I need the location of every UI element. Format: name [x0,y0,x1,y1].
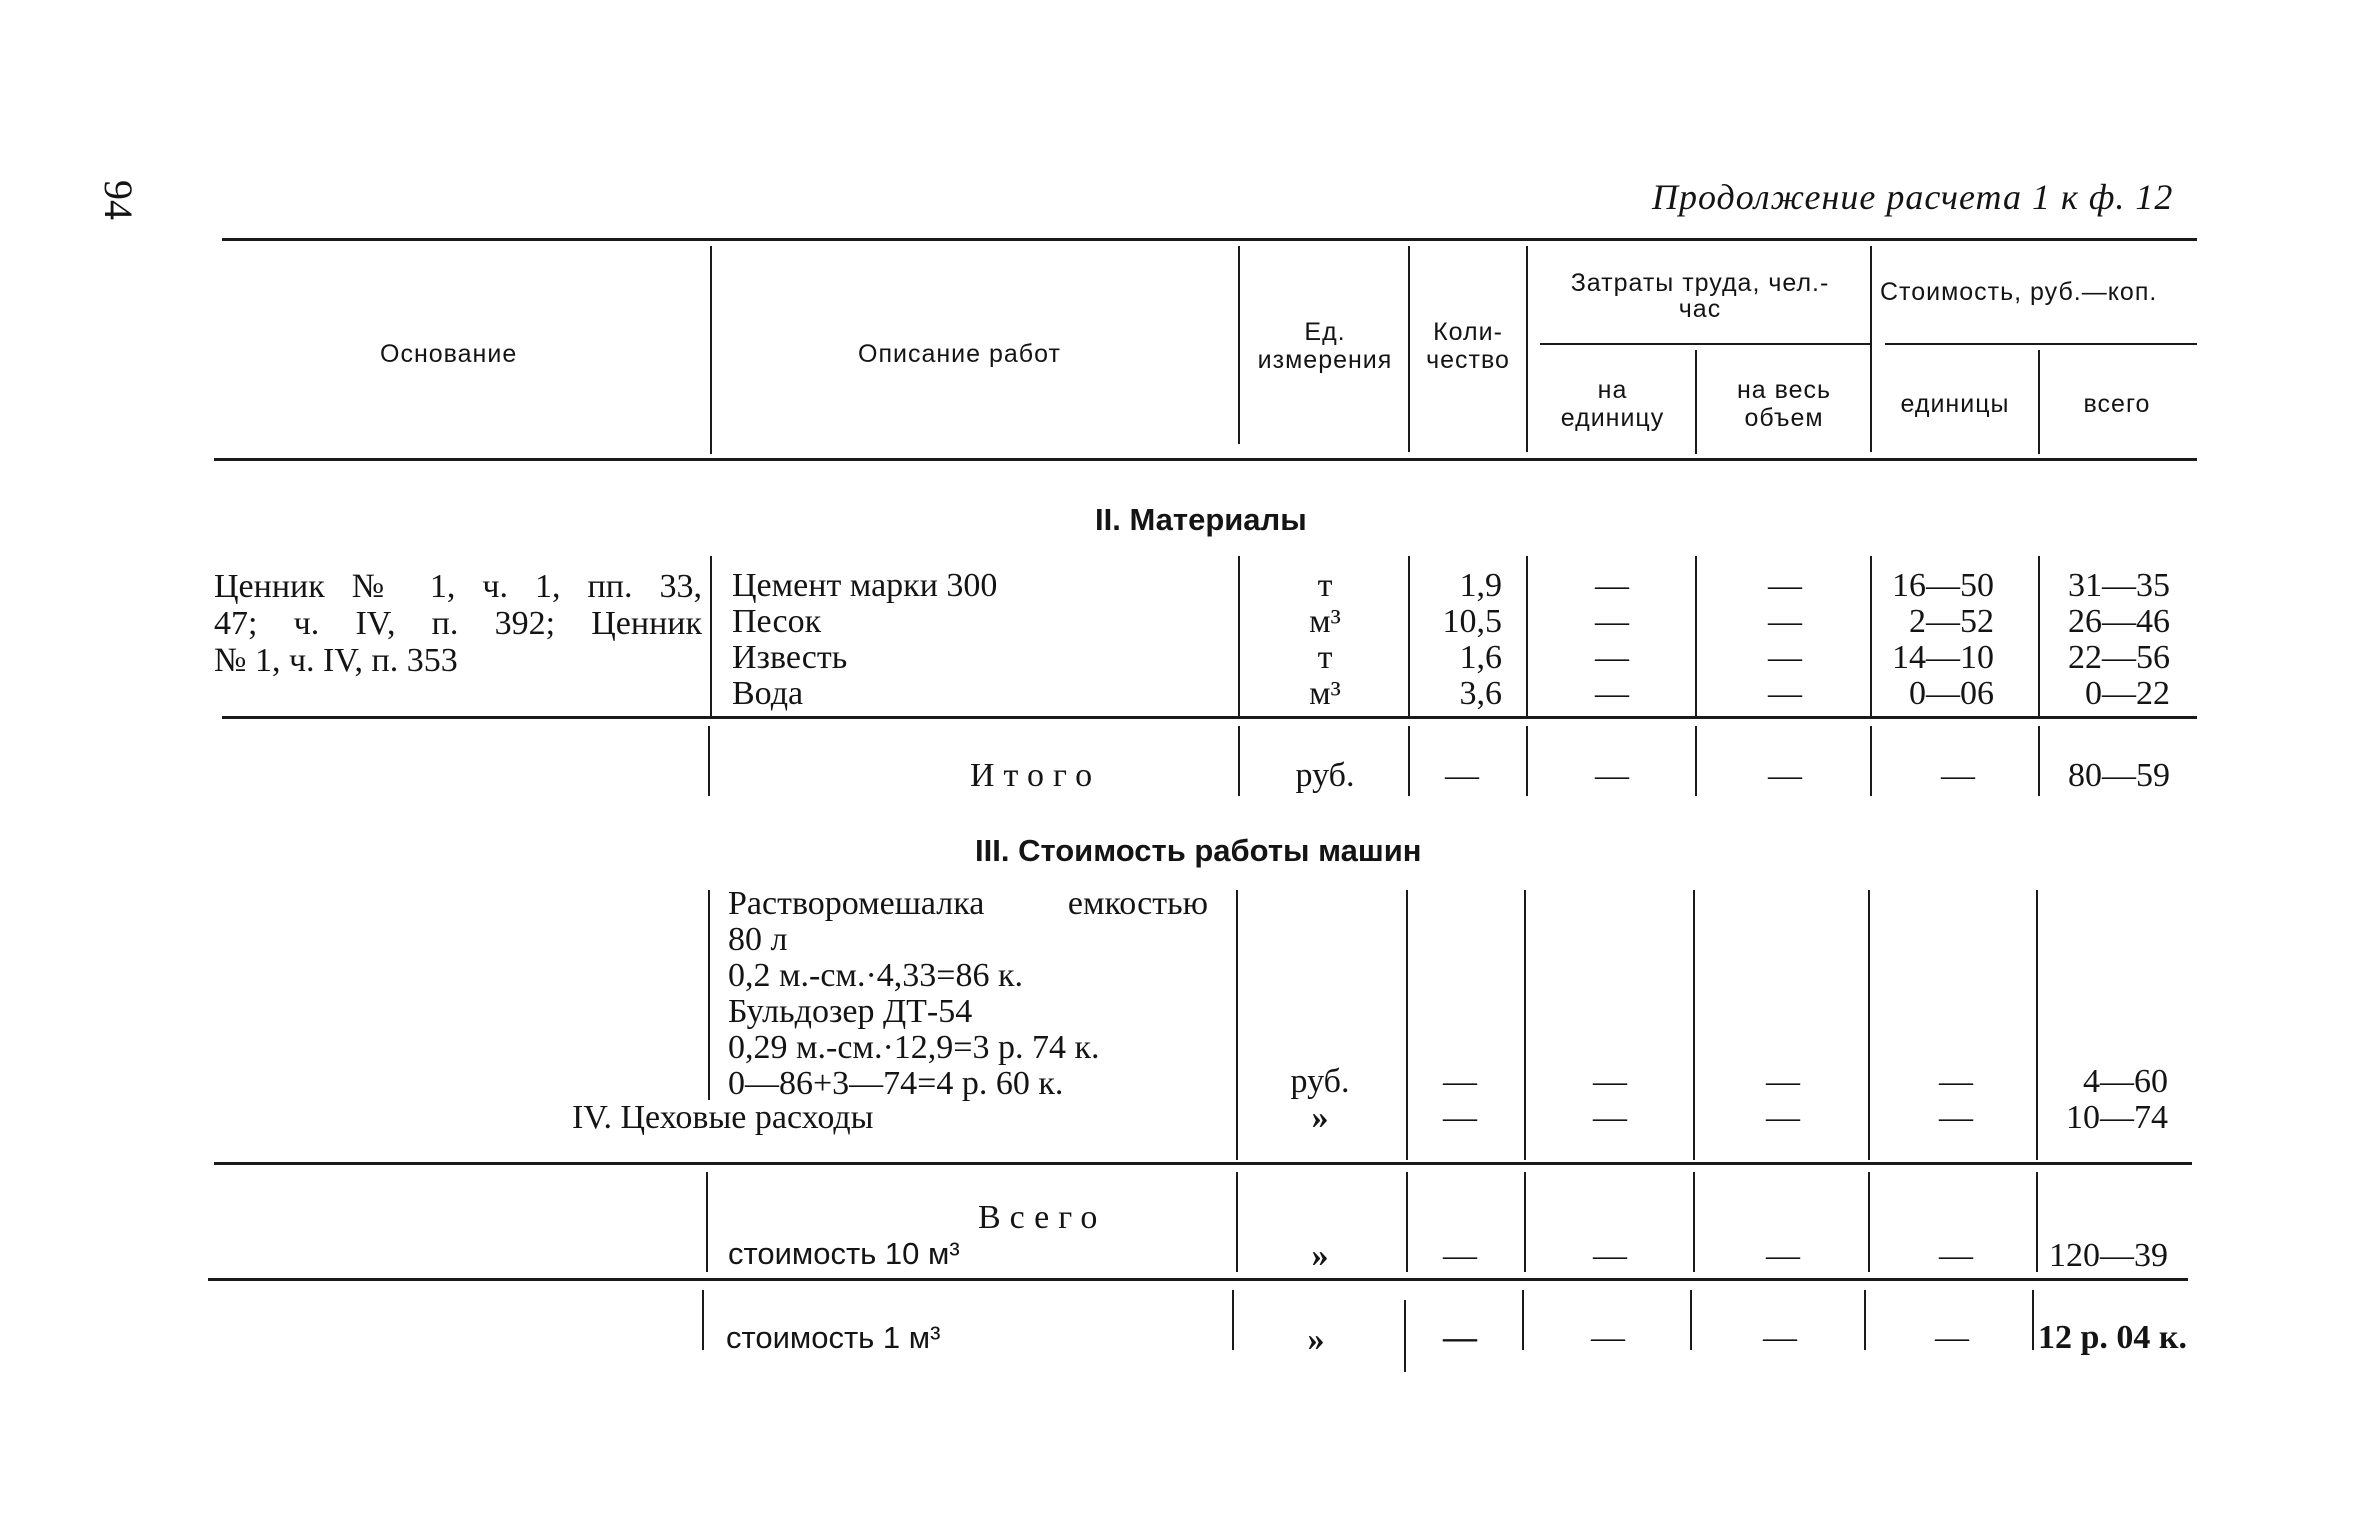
total-unit: руб. [1295,757,1355,794]
header-col-sep [1695,350,1697,454]
grand-total-col-sep [1524,1172,1526,1272]
per-unit-col-sep [702,1290,704,1350]
row-labor-per-unit: — [1595,603,1629,640]
row-description: Известь [732,639,848,676]
header-col-sep [1526,246,1528,452]
total-col-sep [1408,726,1410,796]
grand-total-col-sep [2036,1172,2038,1272]
row-cost-per-unit: 16—50 [1892,567,1994,604]
page-header: Продолжение расчета 1 к ф. 12 [1652,177,2174,217]
per-unit-col-sep [1690,1290,1692,1350]
header-col-sep [710,246,712,454]
machines-unit: руб. [1290,1063,1350,1100]
total-label: Итого [970,757,1102,794]
grand-total-description: стоимость 10 м³ [728,1236,960,1271]
materials-col-sep [1408,556,1410,716]
header-basis: Основание [380,340,518,368]
grand-total-col-sep [1406,1172,1408,1272]
header-col-sep [1408,246,1410,452]
header-quantity [1412,318,1524,374]
row-labor-total: — [1768,603,1802,640]
header-unit [1245,318,1405,374]
header-unit-line1: Ед. [1304,318,1346,346]
row-cost-per-unit: 0—06 [1909,675,1994,712]
machines-line: Бульдозер ДТ-54 [728,993,973,1030]
materials-col-sep [1526,556,1528,716]
shop-expenses-cost-total: 10—74 [2066,1099,2168,1136]
header-labor-per-unit-line1: на [1597,376,1628,404]
row-cost-total: 22—56 [2068,639,2170,676]
labor-subheader-rule [1540,343,1870,345]
row-cost-per-unit: 14—10 [1892,639,1994,676]
section-shop-expenses-title: IV. Цеховые расходы [572,1099,874,1136]
per-unit-quantity: — [1443,1319,1477,1356]
per-unit-cost-total: 12 р. 04 к. [2038,1319,2187,1356]
per-unit-col-sep [1864,1290,1866,1350]
machines-quantity: — [1443,1063,1477,1100]
section-materials-title: II. Материалы [1095,502,1307,537]
row-quantity: 1,9 [1459,567,1502,604]
grand-total-cost-per-unit: — [1939,1237,1973,1274]
header-col-sep [2038,350,2040,454]
total-cost-per-unit: — [1941,757,1975,794]
machines-col-sep [1693,890,1695,1160]
header-cost: Стоимость, руб.—коп. [1880,278,2158,306]
total-labor-total: — [1768,757,1802,794]
row-cost-per-unit: 2—52 [1909,603,1994,640]
machines-description [728,886,1208,1102]
row-quantity: 1,6 [1459,639,1502,676]
machines-col-sep [2036,890,2038,1160]
total-col-sep [1238,726,1240,796]
machines-cost-total: 4—60 [2083,1063,2168,1100]
grand-total-col-sep [1868,1172,1870,1272]
materials-basis [214,568,702,679]
machines-cost-per-unit: — [1939,1063,1973,1100]
row-quantity: 10,5 [1442,603,1502,640]
machines-col-sep [1524,890,1526,1160]
grand-total-col-sep [1693,1172,1695,1272]
header-labor-line1: Затраты труда, чел.- [1570,269,1830,297]
materials-col-sep [1870,556,1872,716]
row-description: Вода [732,675,804,712]
row-quantity: 3,6 [1459,675,1502,712]
header-col-sep [1870,246,1872,452]
header-description: Описание работ [858,340,1061,368]
row-cost-total: 26—46 [2068,603,2170,640]
row-description: Песок [732,603,822,640]
grand-total-labor-total: — [1766,1237,1800,1274]
row-labor-total: — [1768,567,1802,604]
per-unit-description: стоимость 1 м³ [726,1320,941,1355]
materials-basis-line: № 1, ч. IV, п. 353 [214,642,458,679]
machines-col-sep [1236,890,1238,1160]
per-unit-unit: » [1307,1321,1325,1358]
machines-line: 0—86+3—74=4 р. 60 к. [728,1065,1064,1102]
grand-total-top-rule [214,1162,2192,1165]
per-unit-col-sep [1404,1300,1406,1372]
row-unit: м³ [1309,603,1341,640]
machines-line: 80 л [728,921,788,958]
grand-total-col-sep [1236,1172,1238,1272]
machines-labor-total: — [1766,1063,1800,1100]
machines-col-sep [1868,890,1870,1160]
total-labor-per-unit: — [1595,757,1629,794]
per-unit-labor-total: — [1763,1319,1797,1356]
materials-col-sep [710,556,712,716]
total-col-sep [1870,726,1872,796]
materials-bottom-rule [222,716,2197,719]
row-unit: т [1317,567,1333,604]
row-cost-total: 0—22 [2085,675,2170,712]
shop-expenses-labor-total: — [1766,1099,1800,1136]
header-bottom-rule [214,458,2197,461]
machines-line: 0,29 м.-см.·12,9=3 р. 74 к. [728,1029,1100,1066]
row-labor-per-unit: — [1595,567,1629,604]
grand-total-unit: » [1311,1237,1329,1274]
total-col-sep [1695,726,1697,796]
row-labor-total: — [1768,675,1802,712]
grand-total-cost-total: 120—39 [2049,1237,2168,1274]
row-labor-per-unit: — [1595,639,1629,676]
row-labor-total: — [1768,639,1802,676]
row-unit: т [1317,639,1333,676]
machines-col-sep [708,890,710,1100]
header-unit-line2: измерения [1257,346,1393,374]
grand-total-col-sep [706,1172,708,1272]
materials-col-sep [2038,556,2040,716]
grand-total-label: Всего [978,1199,1107,1236]
total-quantity: — [1445,757,1479,794]
header-labor-total [1700,376,1868,432]
shop-expenses-cost-per-unit: — [1939,1099,1973,1136]
per-unit-col-sep [2032,1290,2034,1350]
materials-col-sep [1238,556,1240,716]
machines-line: Растворомешалка емкостью [728,885,1208,922]
header-labor-total-line1: на весь [1736,376,1832,404]
total-col-sep [2038,726,2040,796]
per-unit-col-sep [1232,1290,1234,1350]
per-unit-cost-per-unit: — [1935,1319,1969,1356]
per-unit-col-sep [1522,1290,1524,1350]
table-top-rule [222,238,2197,241]
total-cost-total: 80—59 [2068,757,2170,794]
machines-labor-per-unit: — [1593,1063,1627,1100]
header-labor [1530,270,1870,322]
header-labor-line2: час [1678,295,1722,323]
row-unit: м³ [1309,675,1341,712]
header-labor-total-line2: объем [1744,404,1824,432]
materials-basis-line: Ценник № 1, ч. 1, пп. 33, [214,568,702,605]
shop-expenses-labor-per-unit: — [1593,1099,1627,1136]
header-cost-per-unit: единицы [1900,390,2010,418]
per-unit-labor-per-unit: — [1591,1319,1625,1356]
grand-total-labor-per-unit: — [1593,1237,1627,1274]
row-description: Цемент марки 300 [732,567,998,604]
total-col-sep [708,726,710,796]
per-unit-top-rule [208,1278,2188,1281]
header-labor-per-unit [1530,376,1695,432]
materials-basis-line: 47; ч. IV, п. 392; Ценник [214,605,702,642]
grand-total-quantity: — [1443,1237,1477,1274]
header-col-sep [1238,246,1240,444]
materials-col-sep [1695,556,1697,716]
machines-line: 0,2 м.-см.·4,33=86 к. [728,957,1023,994]
header-labor-per-unit-line2: единицу [1560,404,1665,432]
header-cost-total: всего [2083,390,2151,418]
header-quantity-line2: чество [1426,346,1510,374]
shop-expenses-unit: » [1311,1099,1329,1136]
cost-subheader-rule [1885,343,2197,345]
shop-expenses-quantity: — [1443,1099,1477,1136]
row-labor-per-unit: — [1595,675,1629,712]
page-number: 94 [96,180,141,220]
machines-col-sep [1406,890,1408,1160]
section-machines-title: III. Стоимость работы машин [975,833,1422,868]
header-quantity-line1: Коли- [1433,318,1503,346]
total-col-sep [1526,726,1528,796]
row-cost-total: 31—35 [2068,567,2170,604]
